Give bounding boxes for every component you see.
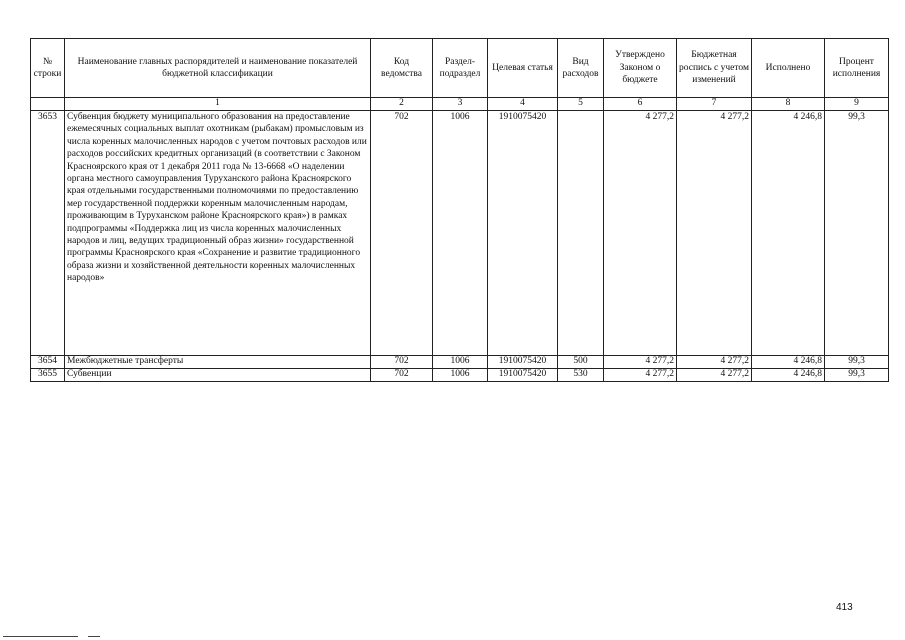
column-number-blank [31, 98, 65, 111]
header-row [31, 39, 889, 98]
row-dept-code: 702 [371, 356, 433, 369]
header-approved: Утверждено Законом о бюджете [604, 39, 677, 98]
column-number: 8 [752, 98, 825, 111]
header-expense-type: Вид расходов [558, 39, 604, 98]
row-target-article: 1910075420 [488, 369, 558, 382]
row-name: Межбюджетные трансферты [65, 356, 371, 369]
header-section: Раздел-подраздел [433, 39, 488, 98]
header-executed: Исполнено [752, 39, 825, 98]
row-name: Субвенции [65, 369, 371, 382]
footer-divider-short [88, 636, 100, 637]
row-percent: 99,3 [825, 356, 889, 369]
row-budget-list: 4 277,2 [677, 369, 752, 382]
row-percent: 99,3 [825, 111, 889, 356]
row-expense-type [558, 111, 604, 356]
column-number: 9 [825, 98, 889, 111]
row-budget-list: 4 277,2 [677, 356, 752, 369]
column-number: 5 [558, 98, 604, 111]
row-executed: 4 246,8 [752, 356, 825, 369]
column-number: 3 [433, 98, 488, 111]
row-target-article: 1910075420 [488, 356, 558, 369]
header-budget-list: Бюджетная роспись с учетом изменений [677, 39, 752, 98]
column-number: 1 [65, 98, 371, 111]
row-executed: 4 246,8 [752, 369, 825, 382]
row-section: 1006 [433, 356, 488, 369]
row-number: 3655 [31, 369, 65, 382]
row-number: 3653 [31, 111, 65, 356]
table-row [31, 369, 889, 382]
header-name: Наименование главных распорядителей и наименование показателей бюджетной классификации [65, 39, 371, 98]
table-row [31, 356, 889, 369]
row-number: 3654 [31, 356, 65, 369]
row-expense-type: 530 [558, 369, 604, 382]
budget-execution-table [30, 38, 889, 382]
row-target-article: 1910075420 [488, 111, 558, 356]
header-percent: Процент исполнения [825, 39, 889, 98]
row-expense-type: 500 [558, 356, 604, 369]
row-dept-code: 702 [371, 369, 433, 382]
row-budget-list: 4 277,2 [677, 111, 752, 356]
page-number: 413 [836, 602, 853, 613]
row-section: 1006 [433, 369, 488, 382]
row-executed: 4 246,8 [752, 111, 825, 356]
column-number: 6 [604, 98, 677, 111]
row-percent: 99,3 [825, 369, 889, 382]
table-row [31, 111, 889, 356]
header-dept-code: Код ведомства [371, 39, 433, 98]
column-number: 4 [488, 98, 558, 111]
row-dept-code: 702 [371, 111, 433, 356]
header-target-article: Целевая статья [488, 39, 558, 98]
header-row-number: № строки [31, 39, 65, 98]
row-section: 1006 [433, 111, 488, 356]
column-number-row [31, 98, 889, 111]
column-number: 2 [371, 98, 433, 111]
row-approved: 4 277,2 [604, 356, 677, 369]
row-approved: 4 277,2 [604, 111, 677, 356]
footer-divider [3, 636, 78, 637]
row-approved: 4 277,2 [604, 369, 677, 382]
row-name: Субвенция бюджету муниципального образования на предоставление ежемесячных социальных выплат охотникам (рыбакам) промысловым из числа коренных малочисленных народов с учетом почтовых расходов или расходов российских кредитных организаций (в соответствии с Законом Красноярского края от 1 декабря 2011 года № 13-6668 «О наделении органа местного самоуправления Туруханского района Красноярского края отдельными государственными полномочиями по предоставлению мер государственной поддержки коренным малочисленным народам, проживающим в Туруханском районе Красноярского края») в рамках подпрограммы «Поддержка лиц из числа коренных малочисленных народов и лиц, ведущих традиционный образ жизни» государственной программы Красноярского края «Сохранение и развитие традиционного образа жизни и хозяйственной деятельности коренных малочисленных народов» [65, 111, 371, 356]
column-number: 7 [677, 98, 752, 111]
